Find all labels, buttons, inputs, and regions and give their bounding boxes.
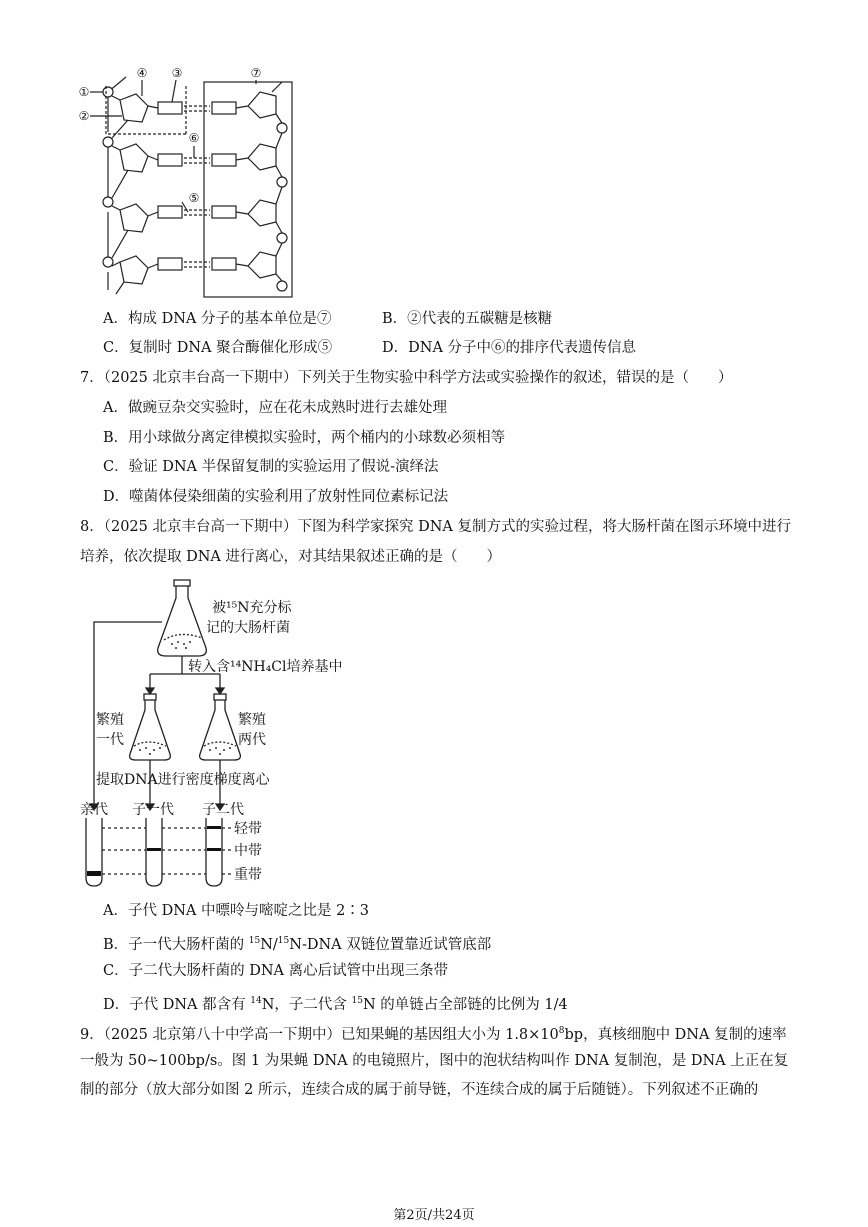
q6-option-d: D．DNA 分子中⑥的排序代表遗传信息 — [382, 340, 637, 356]
transfer-label: 转入含¹⁴NH₄Cl培养基中 — [188, 659, 343, 675]
label-2: ② — [78, 109, 90, 123]
tube-label-gen1: 子一代 — [132, 802, 174, 818]
gen1-label-line1: 繁殖 — [96, 712, 124, 728]
q6-option-b: B．②代表的五碳糖是核糖 — [382, 311, 553, 327]
q7-option-a: A．做豌豆杂交实验时，应在花未成熟时进行去雄处理 — [103, 400, 447, 416]
q8-option-a: A．子代 DNA 中嘌呤与嘧啶之比是 2∶3 — [103, 903, 370, 919]
q7-option-d: D．噬菌体侵染细菌的实验利用了放射性同位素标记法 — [103, 489, 449, 505]
label-5: ⑤ — [188, 191, 200, 205]
q9-stem-line3: 制的部分（放大部分如图 2 所示，连续合成的属于前导链，不连续合成的属于后随链）。下列叙述不正确的 — [80, 1082, 759, 1098]
label-6: ⑥ — [188, 131, 200, 145]
band-label-middle: 中带 — [234, 843, 262, 859]
label-1: ① — [78, 85, 90, 99]
q7-stem: 7．（2025 北京丰台高一下期中）下列关于生物实验中科学方法或实验操作的叙述，错误的是（ ） — [80, 370, 733, 386]
q8-stem-line2: 培养，依次提取 DNA 进行离心，对其结果叙述正确的是（ ） — [80, 549, 502, 565]
tube-label-gen2: 子二代 — [202, 802, 244, 818]
q9-stem-line1: 9．（2025 北京第八十中学高一下期中）已知果蝇的基因组大小为 $1.8\times 10^8bp$，真核细胞中 DNA 复制的速率 — [80, 1026, 787, 1043]
q8-option-d: D．子代 DNA 都含有 $^{14}$N，子二代含 $^{15}$N 的单链占全部链的比例为 1/4 — [103, 996, 568, 1013]
label-4: ④ — [136, 66, 148, 80]
q7-option-b: B．用小球做分离定律模拟实验时，两个桶内的小球数必须相等 — [103, 430, 506, 446]
q8-option-c: C．子二代大肠杆菌的 DNA 离心后试管中出现三条带 — [103, 963, 449, 979]
gen1-label-line2: 一代 — [96, 732, 124, 748]
q8-option-b: B．子一代大肠杆菌的 $^{15}$N/$^{15}$N-DNA 双链位置靠近试管底部 — [103, 936, 492, 953]
band-label-light: 轻带 — [234, 821, 262, 837]
dna-structure-diagram — [76, 62, 306, 302]
tube-label-parent: 亲代 — [80, 802, 108, 818]
q7-option-c: C．验证 DNA 半保留复制的实验运用了假说-演绎法 — [103, 459, 439, 475]
label-7: ⑦ — [250, 66, 262, 80]
gen2-label-line2: 两代 — [238, 732, 266, 748]
q8-stem-line1: 8．（2025 北京丰台高一下期中）下图为科学家探究 DNA 复制方式的实验过程，将大肠杆菌在图示环境中进行 — [80, 519, 791, 535]
band-label-heavy: 重带 — [234, 867, 262, 883]
flask-label-line2: 记的大肠杆菌 — [206, 620, 290, 636]
dna-replication-experiment-diagram — [80, 578, 380, 890]
q6-option-a: A．构成 DNA 分子的基本单位是⑦ — [103, 311, 332, 327]
page-footer: 第2页/共24页 — [393, 1208, 475, 1223]
extract-label: 提取DNA进行密度梯度离心 — [96, 772, 270, 788]
q9-stem-line2: 一般为 50~100bp/s。图 1 为果蝇 DNA 的电镜照片，图中的泡状结构叫作 DNA 复制泡，是 DNA 上正在复 — [80, 1053, 789, 1069]
label-3: ③ — [171, 66, 183, 80]
flask-label-line1: 被¹⁵N充分标 — [212, 600, 292, 616]
gen2-label-line1: 繁殖 — [238, 712, 266, 728]
q6-option-c: C．复制时 DNA 聚合酶催化形成⑤ — [103, 340, 333, 356]
